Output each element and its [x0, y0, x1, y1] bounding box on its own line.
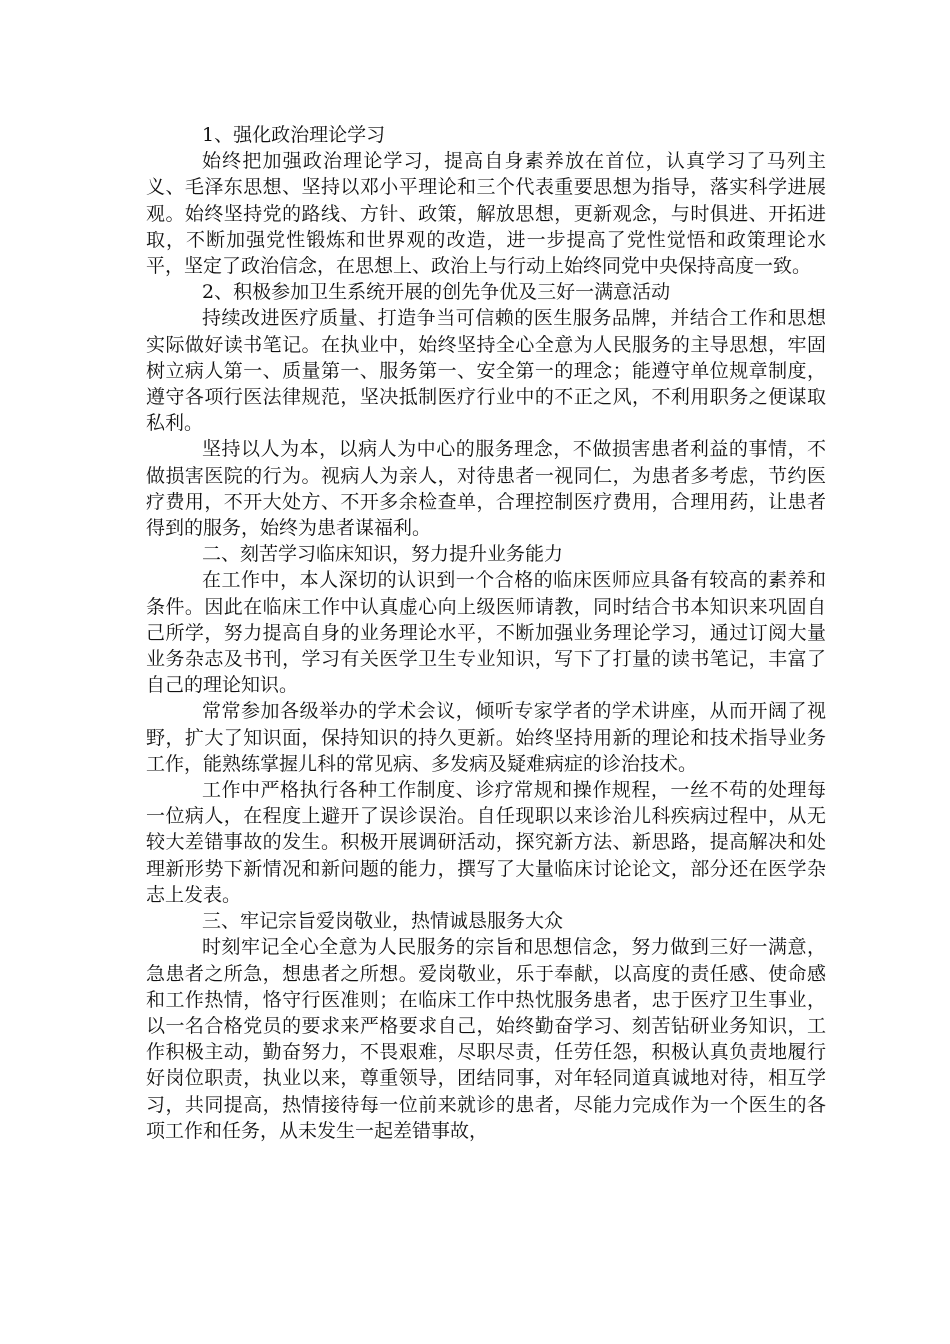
section-heading-political-study: 1、强化政治理论学习 — [202, 124, 386, 146]
section-heading-clinical-knowledge: 二、刻苦学习临床知识，努力提升业务能力 — [202, 543, 564, 566]
section-heading-service: 三、牢记宗旨爱岗敬业，热情诚恳服务大众 — [202, 910, 564, 933]
paragraph-dedication: 时刻牢记全心全意为人民服务的宗旨和思想信念，努力做到三好一满意，急患者之所急，想患者之所想。爱岗敬业，乐于奉献，以高度的责任感、使命感和工作热情，恪守行医准则；在临床工作中热忱服务患者，忠于医疗卫生事业，以一名合格党员的要求来严格要求自己，始终勤奋学习、刻苦钻研业务知识，工作积极主动，勤奋努力，不畏艰难，尽职尽责，任劳任怨，积极认真负责地履行好岗位职责，执业以来，尊重领导，团结同事，对年轻同道真诚地对待，相互学习，共同提高，热情接待每一位前来就诊的患者，尽能力完成作为一个医生的各项工作和任务，从未发生一起差错事故， — [146, 936, 826, 1142]
paragraph-political-study: 始终把加强政治理论学习，提高自身素养放在首位，认真学习了马列主义、毛泽东思想、坚持以邓小平理论和三个代表重要思想为指导，落实科学进展观。始终坚持党的路线、方针、政策，解放思想，更新观念，与时俱进、开拓进取，不断加强党性锻炼和世界观的改造，进一步提高了党性觉悟和政策理论水平，坚定了政治信念，在思想上、政治上与行动上始终同党中央保持高度一致。 — [146, 150, 826, 278]
paragraph-work-standards: 工作中严格执行各种工作制度、诊疗常规和操作规程，一丝不苟的处理每一位病人，在程度上避开了误诊误治。自任现职以来诊治儿科疾病过程中，从无较大差错事故的发生。积极开展调研活动，探究新方法、新思路，提高解决和处理新形势下新情况和新问题的能力，撰写了大量临床讨论论文，部分还在医学杂志上发表。 — [146, 779, 826, 906]
paragraph-patient-centered: 坚持以人为本，以病人为中心的服务理念，不做损害患者利益的事情，不做损害医院的行为。视病人为亲人，对待患者一视同仁，为患者多考虑，节约医疗费用，不开大处方、不开多余检查单，合理控制医疗费用，合理用药，让患者得到的服务，始终为患者谋福利。 — [146, 438, 826, 540]
document-page — [146, 122, 826, 1144]
paragraph-clinical-learning: 在工作中，本人深切的认识到一个合格的临床医师应具备有较高的素养和条件。因此在临床工作中认真虚心向上级医师请教，同时结合书本知识来巩固自己所学，努力提高自身的业务理论水平，不断加强业务理论学习，通过订阅大量业务杂志及书刊，学习有关医学卫生专业知识，写下了打量的读书笔记，丰富了自己的理论知识。 — [146, 569, 826, 697]
paragraph-academic-meetings: 常常参加各级举办的学术会议，倾听专家学者的学术讲座，从而开阔了视野，扩大了知识面，保持知识的持久更新。始终坚持用新的理论和技术指导业务工作，能熟练掌握儿科的常见病、多发病及疑难病症的诊治技术。 — [146, 700, 826, 775]
paragraph-quality-service: 持续改进医疗质量、打造争当可信赖的医生服务品牌，并结合工作和思想实际做好读书笔记。在执业中，始终坚持全心全意为人民服务的主导思想，牢固树立病人第一、质量第一、服务第一、安全第一的理念；能遵守单位规章制度，遵守各项行医法律规范，坚决抵制医疗行业中的不正之风，不利用职务之便谋取私利。 — [146, 307, 826, 435]
section-heading-activities: 2、积极参加卫生系统开展的创先争优及三好一满意活动 — [202, 281, 671, 304]
